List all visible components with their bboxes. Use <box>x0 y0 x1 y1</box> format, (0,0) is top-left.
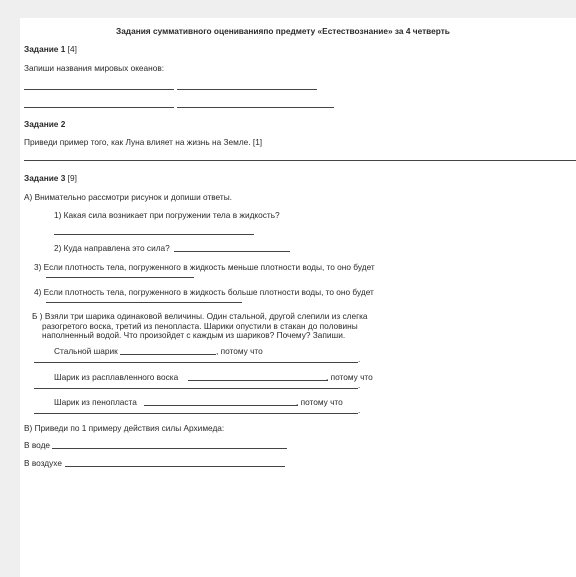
answer-line[interactable] <box>65 466 285 467</box>
part-b-line: Б ) Взяли три шарика одинаковой величины. Один стальной, другой слепили из слегка <box>32 311 368 321</box>
answer-line[interactable] <box>24 107 174 108</box>
answer-line[interactable] <box>34 413 358 414</box>
task3-part-v: В) Приведи по 1 примеру действия силы Архимеда: <box>24 423 225 433</box>
because-text: , потому что <box>216 346 263 356</box>
line-end-dot: . <box>358 405 361 415</box>
task2-heading: Задание 2 <box>24 119 66 129</box>
question-1: 1) Какая сила возникает при погружении тела в жидкость? <box>54 210 280 220</box>
task1-points: [4] <box>67 44 77 54</box>
worksheet-page <box>20 18 576 577</box>
task2-instruction: Приведи пример того, как Луна влияет на жизнь на Земле. [1] <box>24 137 263 147</box>
task1-header <box>24 44 77 54</box>
question-2: 2) Куда направлена это сила? <box>54 243 170 253</box>
answer-line[interactable] <box>174 251 290 252</box>
answer-line[interactable] <box>46 277 194 278</box>
page-title: Задания суммативного оцениванияпо предмету «Естествознание» за 4 четверть <box>116 26 450 36</box>
answer-line[interactable] <box>177 107 334 108</box>
answer-line[interactable] <box>34 388 358 389</box>
task3-part-a: А) Внимательно рассмотри рисунок и допиши ответы. <box>24 192 232 202</box>
answer-line[interactable] <box>177 89 317 90</box>
answer-line[interactable] <box>188 380 328 381</box>
question-4: 4) Если плотность тела, погруженного в жидкость больше плотности воды, то оно будет <box>34 287 374 297</box>
line-end-dot: . <box>358 354 361 364</box>
task3-part-b-text <box>32 312 368 341</box>
in-water-label: В воде <box>24 440 51 450</box>
line-end-dot: . <box>358 380 361 390</box>
because-text: , потому что <box>296 397 343 407</box>
because-text: , потому что <box>326 372 373 382</box>
answer-line[interactable] <box>120 354 216 355</box>
ball-foam-label: Шарик из пенопласта <box>54 397 137 407</box>
question-3: 3) Если плотность тела, погруженного в жидкость меньше плотности воды, то оно будет <box>34 262 375 272</box>
in-air-label: В воздухе <box>24 458 62 468</box>
task3-header <box>24 173 77 183</box>
answer-line[interactable] <box>34 362 358 363</box>
answer-line[interactable] <box>24 160 576 161</box>
ball-wax-label: Шарик из расплавленного воска <box>54 372 179 382</box>
ball-steel-label: Стальной шарик <box>54 346 118 356</box>
task3-heading: Задание 3 <box>24 173 66 183</box>
task1-instruction: Запиши названия мировых океанов: <box>24 63 165 73</box>
answer-line[interactable] <box>54 234 254 235</box>
answer-line[interactable] <box>52 448 287 449</box>
answer-line[interactable] <box>24 89 174 90</box>
answer-line[interactable] <box>46 302 242 303</box>
answer-line[interactable] <box>144 405 298 406</box>
part-b-line: разогретого воска, третий из пенопласта. Шарики опустили в стакан до половины <box>42 320 358 331</box>
task1-heading: Задание 1 <box>24 44 66 54</box>
task3-points: [9] <box>67 173 77 183</box>
part-b-line: наполненный водой. Что произойдет с каждым из шариков? Почему? Запиши. <box>42 330 346 340</box>
